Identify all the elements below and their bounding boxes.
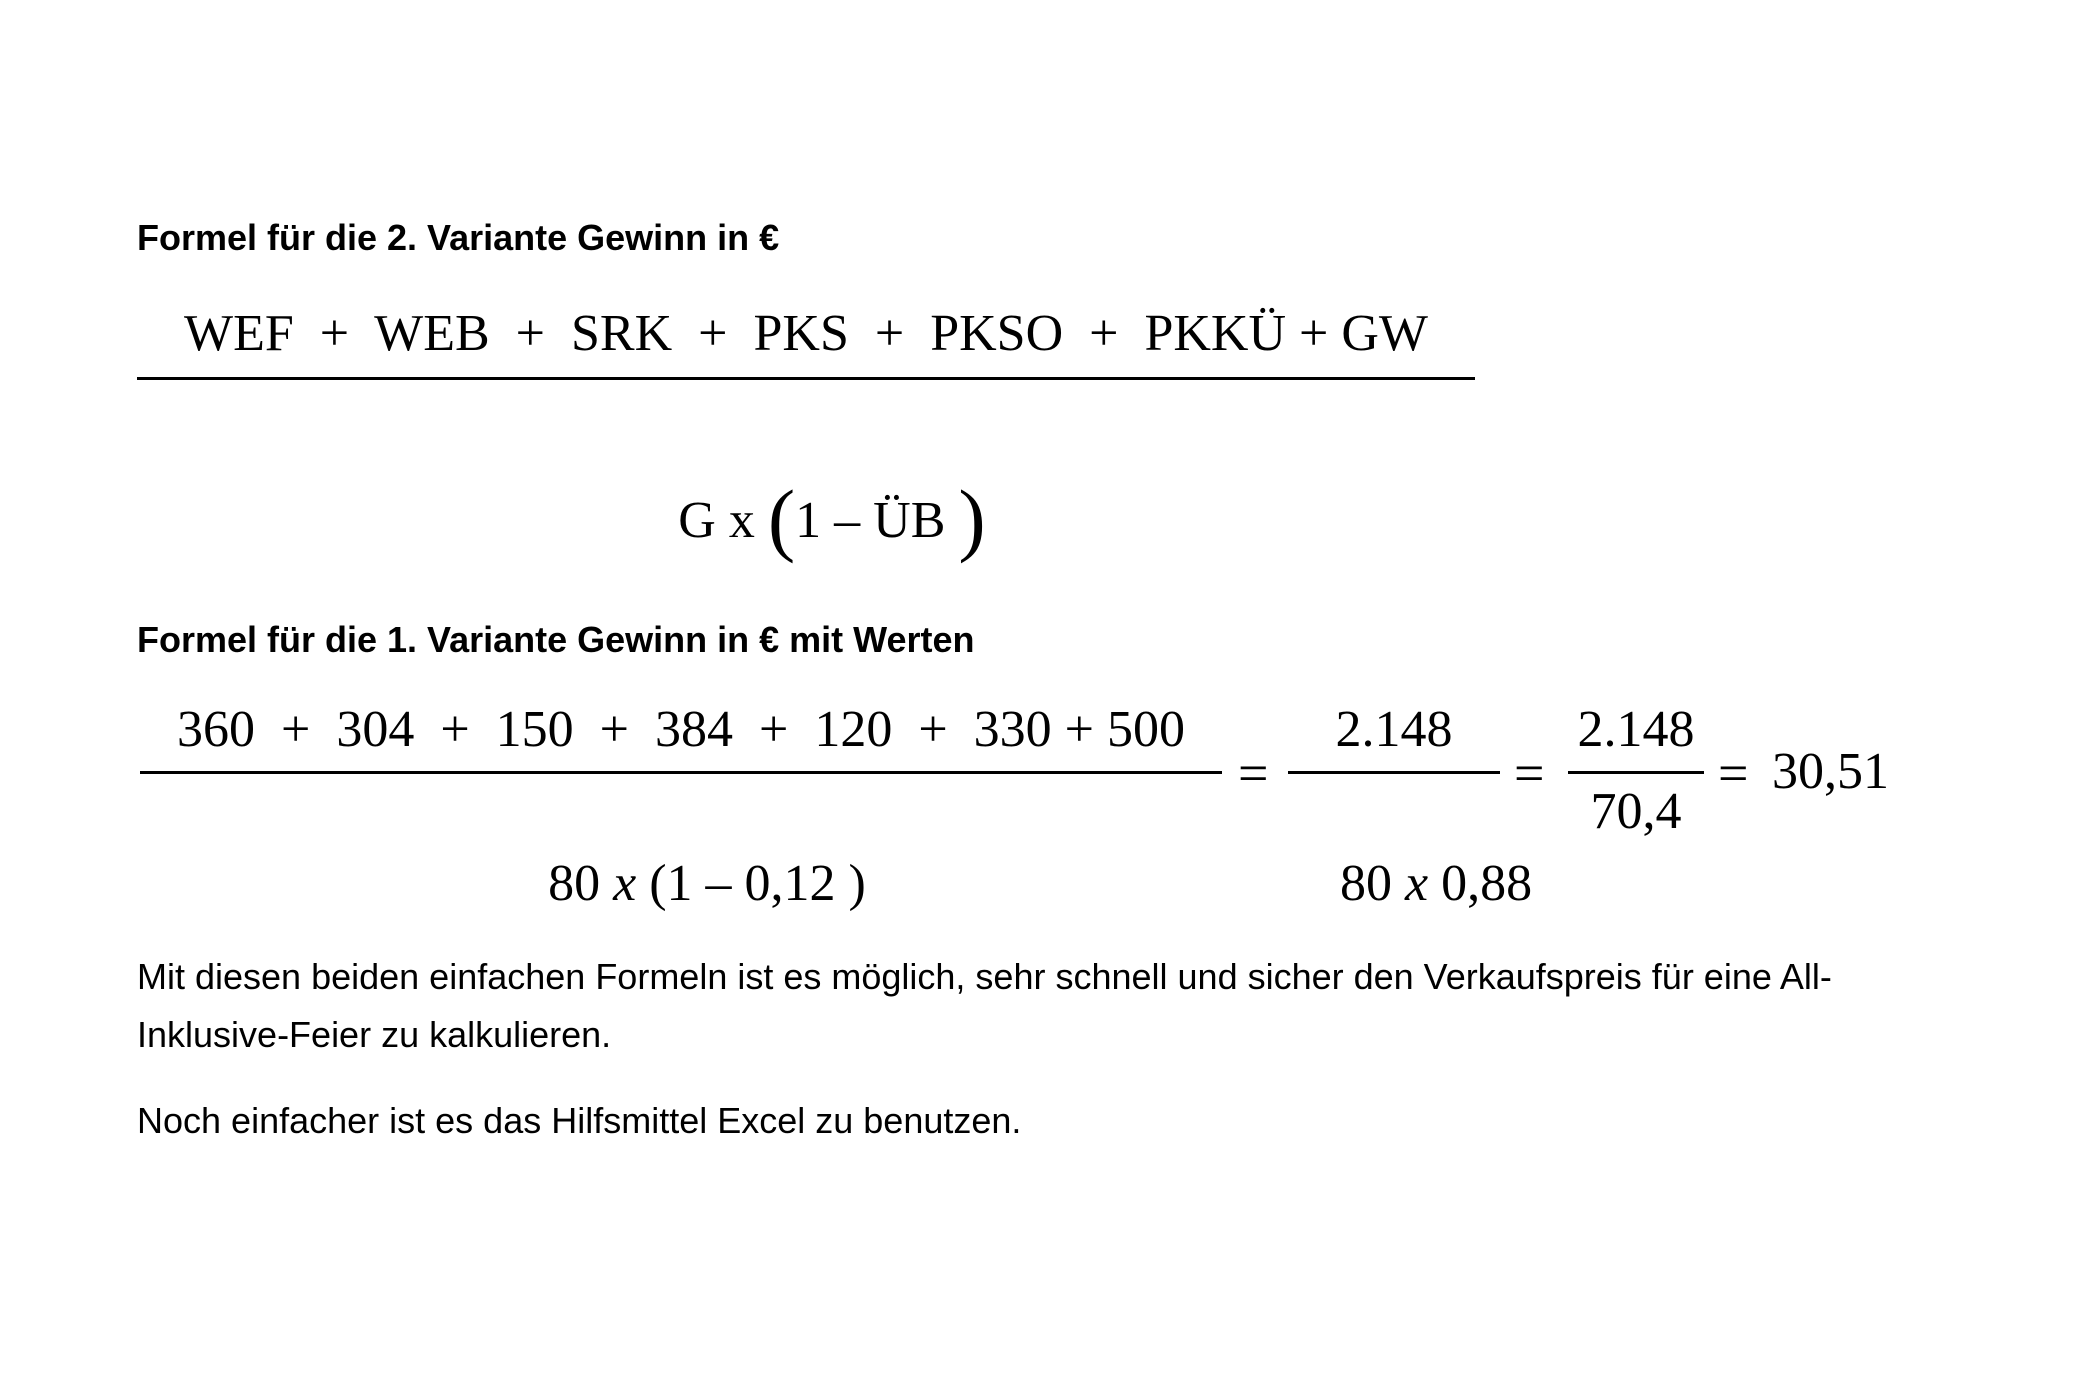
formula-symbolic-paren-open: ( bbox=[767, 473, 796, 565]
equals-sign-1: = bbox=[1238, 743, 1269, 803]
formula-symbolic-numerator: WEF + WEB + SRK + PKS + PKSO + PKKÜ + GW bbox=[183, 305, 1428, 362]
fraction-3-bar bbox=[1568, 771, 1704, 774]
formula-symbolic-denominator bbox=[137, 386, 1475, 656]
formula-result: 30,51 bbox=[1772, 743, 1889, 800]
fraction-2-bar bbox=[1288, 771, 1500, 774]
equals-sign-3: = bbox=[1718, 743, 1749, 803]
heading-formula-variant-2: Formel für die 2. Variante Gewinn in € bbox=[137, 217, 780, 258]
fraction-1-den-part-a: 80 bbox=[548, 855, 614, 912]
fraction-1-numerator: 360 + 304 + 150 + 384 + 120 + 330 + 500 bbox=[177, 701, 1185, 758]
formula-symbolic bbox=[137, 298, 1475, 565]
fraction-2-den-part-b: 0,88 bbox=[1428, 855, 1533, 912]
fraction-2-numerator: 2.148 bbox=[1335, 701, 1453, 758]
formula-values-fraction-2 bbox=[1288, 694, 1533, 912]
formula-symbolic-den-prefix: G x bbox=[678, 492, 768, 549]
equals-sign-2: = bbox=[1514, 743, 1545, 803]
formula-symbolic-fraction-bar bbox=[137, 377, 1475, 380]
fraction-1-bar bbox=[140, 771, 1222, 774]
formula-symbolic-paren-close: ) bbox=[958, 473, 986, 565]
fraction-2-den-variable: x bbox=[1405, 855, 1429, 912]
fraction-1-den-variable: x bbox=[613, 855, 637, 912]
fraction-3-numerator: 2.148 bbox=[1577, 701, 1695, 758]
paragraph-excel-hint: Noch einfacher ist es das Hilfsmittel Excel zu benutzen. bbox=[137, 1100, 1022, 1141]
fraction-2-den-part-a: 80 bbox=[1340, 855, 1405, 912]
formula-symbolic-den-inner: 1 – ÜB bbox=[795, 492, 959, 549]
fraction-3-denominator: 70,4 bbox=[1590, 783, 1682, 840]
formula-values-fraction-3 bbox=[1568, 694, 1704, 854]
paragraph-explanation: Mit diesen beiden einfachen Formeln ist es möglich, sehr schnell und sicher den Verkaufspreis für eine All-Inklusive-Feier zu kalkulieren. bbox=[137, 956, 1832, 1055]
heading-formula-variant-1: Formel für die 1. Variante Gewinn in € mit Werten bbox=[137, 619, 975, 660]
fraction-1-den-part-b: (1 – 0,12 ) bbox=[636, 855, 866, 912]
formula-values-fraction-1 bbox=[140, 694, 1222, 912]
